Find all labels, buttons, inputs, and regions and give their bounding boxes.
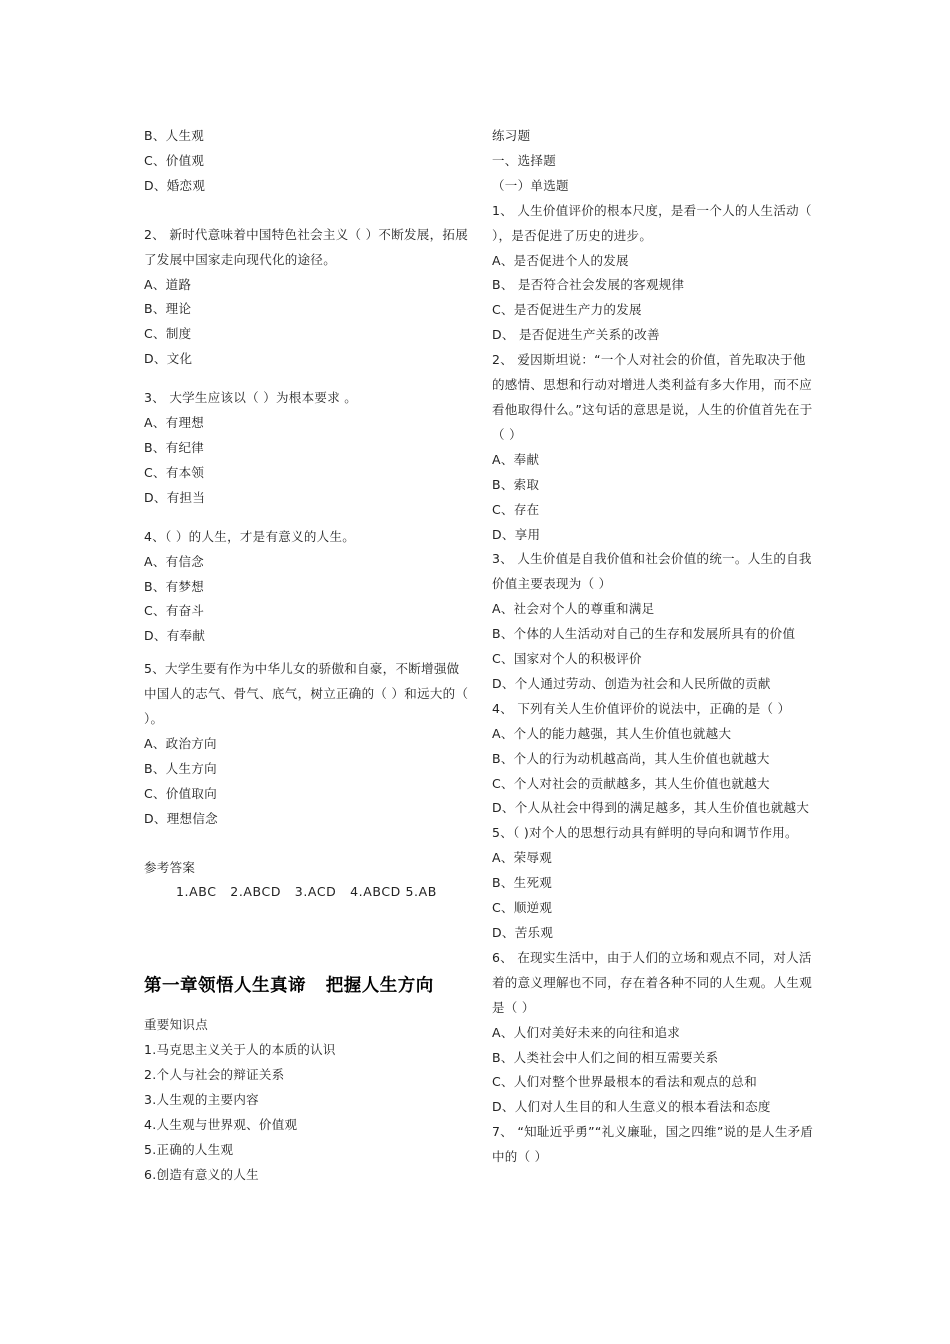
rq3-stem: 3、 人生价值是自我价值和社会价值的统一。人生的自我价值主要表现为（ ） [492, 551, 812, 592]
rq2-stem: 2、 爱因斯坦说：“一个人对社会的价值，首先取决于他的感情、思想和行动对增进人类利益有多大作用，而不应看他取得什么。”这句话的意思是说，人生的价值首先在于（ ） [492, 352, 813, 442]
rq5-stem: 5、（ )对个人的思想行动具有鲜明的导向和调节作用。 [492, 825, 798, 841]
key-point-item: 5.正确的人生观 [144, 1141, 234, 1157]
q1-option-c: C、价值观 [144, 152, 205, 168]
rq1-stem: 1、 人生价值评价的根本尺度，是看一个人的人生活动（ ），是否促进了历史的进步。 [492, 202, 817, 243]
rq5-option-d: D、苦乐观 [492, 925, 554, 940]
rq1-option-b: B、 是否符合社会发展的客观规律 [492, 277, 685, 293]
rq5-option-c: C、顺逆观 [492, 900, 553, 916]
q3-option-c: C、有本领 [144, 464, 205, 480]
rq4-option-a: A、个人的能力越强，其人生价值也就越大 [492, 725, 732, 741]
answer-key: 1.ABC 2.ABCD 3.ACD 4.ABCD 5.AB [176, 884, 437, 900]
rq1-option-a: A、是否促进个人的发展 [492, 252, 629, 268]
q3-option-b: B、有纪律 [144, 439, 205, 455]
q5-option-b: B、人生方向 [144, 760, 217, 776]
left-column [144, 124, 473, 1188]
rq4-option-b: B、个人的行为动机越高尚，其人生价值也就越大 [492, 750, 770, 766]
rq7-stem: 7、 “知耻近乎勇”“礼义廉耻，国之四维”说的是人生矛盾中的（ ） [492, 1124, 814, 1165]
q3-option-d: D、有担当 [144, 489, 206, 505]
q1-option-b: B、人生观 [144, 128, 205, 143]
rq2-option-a: A、奉献 [492, 451, 540, 467]
rq6-stem: 6、 在现实生活中，由于人们的立场和观点不同，对人活着的意义理解也不同，存在着各种不同的人生观。人生观是（ ） [492, 949, 813, 1015]
q4-option-a: A、有信念 [144, 553, 205, 569]
answer-title: 参考答案 [144, 859, 196, 875]
rq2-option-d: D、享用 [492, 526, 541, 542]
rq6-option-d: D、人们对人生目的和人生意义的根本看法和态度 [492, 1099, 771, 1115]
key-point-item: 2.个人与社会的辩证关系 [144, 1067, 285, 1083]
q3-stem: 3、 大学生应该以（ ）为根本要求 。 [144, 390, 358, 406]
q5-option-a: A、政治方向 [144, 735, 217, 751]
q4-option-d: D、有奉献 [144, 628, 206, 644]
q3-option-a: A、有理想 [144, 415, 205, 431]
q2-stem: 2、 新时代意味着中国特色社会主义（ ）不断发展，拓展了发展中国家走向现代化的途径。 [144, 226, 469, 267]
q1-option-d: D、婚恋观 [144, 177, 206, 193]
rq4-option-c: C、个人对社会的贡献越多，其人生价值也就越大 [492, 775, 770, 791]
subsection-heading: （一）单选题 [492, 177, 569, 193]
key-points-title: 重要知识点 [144, 1017, 209, 1033]
exercise-title: 练习题 [492, 128, 531, 143]
key-point-item: 1.马克思主义关于人的本质的认识 [144, 1042, 336, 1058]
rq1-option-d: D、 是否促进生产关系的改善 [492, 327, 660, 343]
rq5-option-b: B、生死观 [492, 875, 553, 891]
right-column [492, 124, 818, 1170]
rq3-option-a: A、社会对个人的尊重和满足 [492, 601, 655, 617]
q4-option-c: C、有奋斗 [144, 603, 205, 619]
q2-option-c: C、制度 [144, 326, 192, 342]
q4-option-b: B、有梦想 [144, 578, 205, 594]
rq4-stem: 4、 下列有关人生价值评价的说法中，正确的是（ ） [492, 700, 791, 716]
q2-option-b: B、理论 [144, 301, 192, 317]
rq6-option-c: C、人们对整个世界最根本的看法和观点的总和 [492, 1074, 758, 1090]
q2-option-a: A、道路 [144, 276, 192, 292]
key-point-item: 3.人生观的主要内容 [144, 1092, 259, 1108]
rq5-option-a: A、荣辱观 [492, 850, 553, 866]
rq6-option-b: B、人类社会中人们之间的相互需要关系 [492, 1049, 719, 1065]
rq6-option-a: A、人们对美好未来的向往和追求 [492, 1024, 681, 1040]
rq3-option-d: D、个人通过劳动、创造为社会和人民所做的贡献 [492, 675, 771, 691]
rq3-option-c: C、国家对个人的积极评价 [492, 651, 642, 667]
rq2-option-c: C、存在 [492, 501, 540, 517]
rq3-option-b: B、个体的人生活动对自己的生存和发展所具有的价值 [492, 626, 796, 642]
q2-option-d: D、文化 [144, 351, 193, 367]
q4-stem: 4、（ ）的人生，才是有意义的人生。 [144, 528, 356, 544]
key-point-item: 4.人生观与世界观、价值观 [144, 1117, 298, 1132]
q5-stem: 5、大学生要有作为中华儿女的骄傲和自豪，不断增强做中国人的志气、骨气、底气，树立正确的（ ）和远大的（ ）。 [144, 661, 473, 727]
chapter-title: 第一章领悟人生真谛 把握人生方向 [144, 976, 434, 997]
rq2-option-b: B、索取 [492, 476, 540, 492]
key-point-item: 6.创造有意义的人生 [144, 1166, 259, 1182]
rq1-option-c: C、是否促进生产力的发展 [492, 302, 642, 318]
q5-option-c: C、价值取向 [144, 785, 218, 801]
section-heading: 一、选择题 [492, 152, 557, 168]
q5-option-d: D、理想信念 [144, 810, 218, 826]
rq4-option-d: D、个人从社会中得到的满足越多，其人生价值也就越大 [492, 800, 810, 816]
